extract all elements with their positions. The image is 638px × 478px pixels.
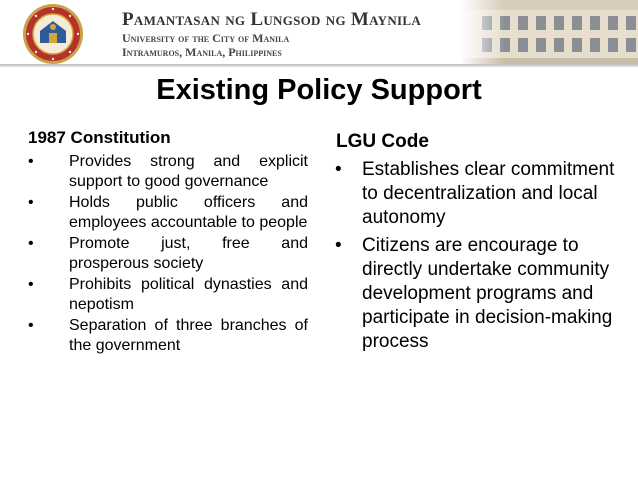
bullet-icon: • — [28, 235, 34, 252]
building-photo-icon — [460, 0, 638, 66]
right-column-heading: LGU Code — [336, 131, 429, 152]
list-item — [334, 234, 624, 354]
left-column — [18, 128, 308, 357]
list-item-text: Promote just, free and prosperous society — [69, 235, 308, 272]
university-name: Pamantasan ng Lungsod ng Maynila — [122, 9, 422, 30]
list-item-text: Establishes clear commitment to decentralization and local autonomy — [362, 159, 615, 228]
bullet-icon: • — [28, 153, 34, 170]
left-column-heading: 1987 Constitution — [28, 128, 171, 147]
slide-title: Existing Policy Support — [156, 74, 482, 106]
list-item-text: Prohibits political dynasties and nepotism — [69, 276, 308, 313]
bullet-icon: • — [335, 235, 342, 256]
list-item-text: Holds public officers and employees accountable to people — [69, 194, 308, 231]
right-column — [334, 130, 624, 358]
list-item-text: Provides strong and explicit support to good governance — [69, 153, 308, 190]
slide-header — [0, 0, 638, 66]
list-item — [18, 193, 308, 233]
list-item-text: Separation of three branches of the government — [69, 317, 308, 354]
left-bullet-list — [18, 152, 308, 356]
list-item — [334, 158, 624, 230]
university-wordmark — [122, 9, 421, 59]
university-subtitle-2: Intramuros, Manila, Philippines — [122, 45, 282, 59]
list-item — [18, 234, 308, 274]
list-item-text: Citizens are encourage to directly undertake community development programs and participate in decision-making process — [362, 235, 613, 352]
bullet-icon: • — [28, 317, 34, 334]
list-item — [18, 316, 308, 356]
header-divider — [0, 64, 638, 67]
university-subtitle-1: University of the City of Manila — [122, 31, 290, 45]
bullet-icon: • — [28, 276, 34, 293]
university-seal-icon — [22, 3, 84, 65]
bullet-icon: • — [28, 194, 34, 211]
list-item — [18, 275, 308, 315]
right-bullet-list — [334, 158, 624, 354]
list-item — [18, 152, 308, 192]
bullet-icon: • — [335, 159, 342, 180]
